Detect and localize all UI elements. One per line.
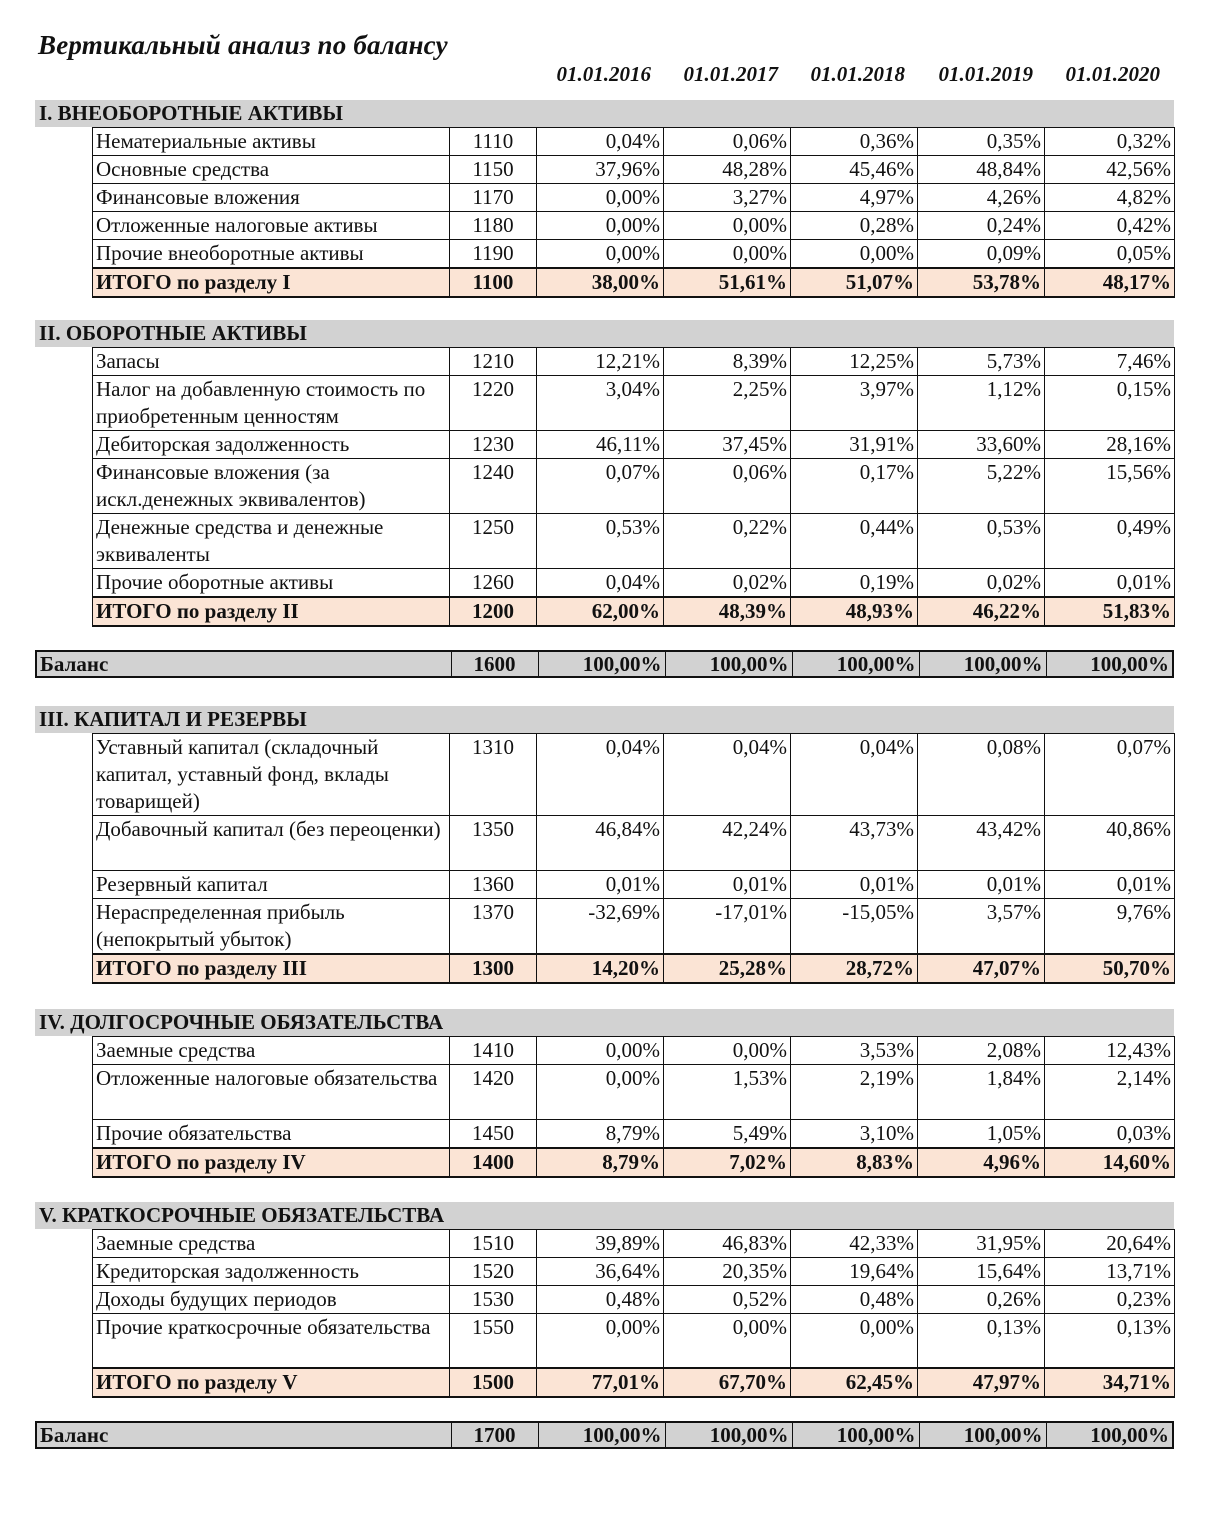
row-value: 5,49% (664, 1119, 791, 1148)
row-value: 0,07% (537, 459, 664, 514)
total-value: 4,96% (918, 1148, 1045, 1177)
row-value: 19,64% (791, 1258, 918, 1286)
table-row (93, 1314, 1175, 1369)
row-code: 1420 (450, 1065, 537, 1120)
row-label: Резервный капитал (93, 870, 450, 898)
row-value: 0,05% (1045, 240, 1175, 269)
row-code: 1510 (450, 1230, 537, 1258)
row-code: 1310 (450, 734, 537, 816)
balance-label: Баланс (40, 1423, 109, 1447)
row-value: -15,05% (791, 898, 918, 954)
row-value: 0,49% (1045, 514, 1175, 569)
row-value: -32,69% (537, 898, 664, 954)
row-value: 0,48% (791, 1286, 918, 1314)
row-value: 0,03% (1045, 1119, 1175, 1148)
section-table (92, 1229, 1175, 1398)
row-label: Нематериальные активы (93, 128, 450, 156)
row-value: 0,35% (918, 128, 1045, 156)
row-label: Финансовые вложения (за искл.денежных эквивалентов) (93, 459, 450, 514)
balance-value: 100,00% (665, 1423, 792, 1447)
table-row (93, 212, 1175, 240)
row-value: 0,00% (537, 1037, 664, 1065)
row-label: Прочие внеоборотные активы (93, 240, 450, 269)
total-value: 62,00% (537, 597, 664, 626)
table-row (93, 898, 1175, 954)
row-value: 33,60% (918, 431, 1045, 459)
row-label: Запасы (93, 348, 450, 376)
row-code: 1370 (450, 898, 537, 954)
row-label: Нераспределенная прибыль (непокрытый убыток) (93, 898, 450, 954)
row-code: 1210 (450, 348, 537, 376)
table-row (93, 514, 1175, 569)
total-value: 8,79% (537, 1148, 664, 1177)
row-value: 13,71% (1045, 1258, 1175, 1286)
row-value: 0,48% (537, 1286, 664, 1314)
row-code: 1150 (450, 156, 537, 184)
balance-value: 100,00% (538, 1423, 665, 1447)
row-value: 12,21% (537, 348, 664, 376)
table-row (93, 816, 1175, 871)
row-code: 1170 (450, 184, 537, 212)
total-value: 7,02% (664, 1148, 791, 1177)
row-value: 4,26% (918, 184, 1045, 212)
balance-value: 100,00% (665, 652, 792, 676)
row-value: 3,57% (918, 898, 1045, 954)
row-label: Основные средства (93, 156, 450, 184)
row-value: 8,79% (537, 1119, 664, 1148)
row-label: Прочие краткосрочные обязательства (93, 1314, 450, 1369)
table-row (93, 870, 1175, 898)
row-value: 0,01% (537, 870, 664, 898)
row-label: Финансовые вложения (93, 184, 450, 212)
row-label: Заемные средства (93, 1230, 450, 1258)
total-value: 34,71% (1045, 1368, 1175, 1397)
row-value: 15,64% (918, 1258, 1045, 1286)
table-row (93, 1286, 1175, 1314)
row-value: 0,00% (537, 184, 664, 212)
row-value: 48,84% (918, 156, 1045, 184)
row-label: Уставный капитал (складочный капитал, уставный фонд, вклады товарищей) (93, 734, 450, 816)
total-code: 1400 (450, 1148, 537, 1177)
total-value: 47,07% (918, 954, 1045, 983)
total-code: 1200 (450, 597, 537, 626)
section-table (92, 1036, 1175, 1178)
row-value: 42,33% (791, 1230, 918, 1258)
row-value: 0,23% (1045, 1286, 1175, 1314)
balance-label: Баланс (40, 652, 109, 676)
row-label: Доходы будущих периодов (93, 1286, 450, 1314)
row-value: 2,14% (1045, 1065, 1175, 1120)
total-value: 51,61% (664, 268, 791, 297)
total-label: ИТОГО по разделу I (93, 268, 450, 297)
row-value: 20,64% (1045, 1230, 1175, 1258)
row-value: 0,52% (664, 1286, 791, 1314)
table-row (93, 1037, 1175, 1065)
row-value: 0,00% (537, 1065, 664, 1120)
total-value: 28,72% (791, 954, 918, 983)
row-value: 0,17% (791, 459, 918, 514)
row-value: 0,53% (537, 514, 664, 569)
row-value: 0,01% (1045, 870, 1175, 898)
row-value: 37,45% (664, 431, 791, 459)
row-value: 28,16% (1045, 431, 1175, 459)
row-value: 1,84% (918, 1065, 1045, 1120)
row-value: 4,82% (1045, 184, 1175, 212)
date-header: 01.01.2019 (938, 62, 1033, 86)
total-value: 47,97% (918, 1368, 1045, 1397)
total-value: 38,00% (537, 268, 664, 297)
balance-value: 100,00% (792, 1423, 919, 1447)
row-value: -17,01% (664, 898, 791, 954)
total-value: 8,83% (791, 1148, 918, 1177)
row-value: 0,00% (791, 1314, 918, 1369)
total-value: 50,70% (1045, 954, 1175, 983)
row-value: 2,08% (918, 1037, 1045, 1065)
row-code: 1240 (450, 459, 537, 514)
row-label: Дебиторская задолженность (93, 431, 450, 459)
row-value: 0,13% (918, 1314, 1045, 1369)
row-label: Налог на добавленную стоимость по приобретенным ценностям (93, 376, 450, 431)
table-row (93, 459, 1175, 514)
table-row (93, 1258, 1175, 1286)
row-label: Заемные средства (93, 1037, 450, 1065)
row-label: Добавочный капитал (без переоценки) (93, 816, 450, 871)
total-value: 48,93% (791, 597, 918, 626)
row-code: 1110 (450, 128, 537, 156)
row-value: 0,24% (918, 212, 1045, 240)
row-value: 0,13% (1045, 1314, 1175, 1369)
row-value: 0,00% (537, 1314, 664, 1369)
row-value: 2,25% (664, 376, 791, 431)
row-value: 15,56% (1045, 459, 1175, 514)
balance-value: 100,00% (1046, 652, 1172, 676)
row-value: 0,04% (537, 569, 664, 598)
row-value: 0,04% (791, 734, 918, 816)
total-label: ИТОГО по разделу V (93, 1368, 450, 1397)
section-header: I. ВНЕОБОРОТНЫЕ АКТИВЫ (35, 100, 1174, 127)
row-code: 1250 (450, 514, 537, 569)
row-value: 0,04% (664, 734, 791, 816)
row-value: 48,28% (664, 156, 791, 184)
row-code: 1220 (450, 376, 537, 431)
total-value: 46,22% (918, 597, 1045, 626)
row-value: 5,73% (918, 348, 1045, 376)
row-value: 37,96% (537, 156, 664, 184)
row-value: 9,76% (1045, 898, 1175, 954)
row-value: 0,15% (1045, 376, 1175, 431)
row-code: 1530 (450, 1286, 537, 1314)
row-code: 1360 (450, 870, 537, 898)
section-total-row (93, 597, 1175, 626)
table-row (93, 734, 1175, 816)
row-value: 0,32% (1045, 128, 1175, 156)
balance-code: 1700 (451, 1423, 538, 1447)
balance-row (35, 650, 1174, 678)
row-code: 1350 (450, 816, 537, 871)
total-code: 1100 (450, 268, 537, 297)
table-row (93, 240, 1175, 269)
total-label: ИТОГО по разделу II (93, 597, 450, 626)
row-value: 0,01% (918, 870, 1045, 898)
row-value: 5,22% (918, 459, 1045, 514)
date-header: 01.01.2016 (556, 62, 651, 86)
balance-value: 100,00% (919, 1423, 1046, 1447)
row-value: 0,00% (664, 1314, 791, 1369)
row-code: 1410 (450, 1037, 537, 1065)
total-value: 62,45% (791, 1368, 918, 1397)
balance-code: 1600 (451, 652, 538, 676)
row-value: 0,01% (664, 870, 791, 898)
row-value: 0,09% (918, 240, 1045, 269)
row-value: 0,28% (791, 212, 918, 240)
table-row (93, 1119, 1175, 1148)
row-value: 0,04% (537, 128, 664, 156)
row-value: 45,46% (791, 156, 918, 184)
row-value: 0,02% (664, 569, 791, 598)
row-value: 1,53% (664, 1065, 791, 1120)
section-total-row (93, 1368, 1175, 1397)
row-value: 0,00% (537, 212, 664, 240)
page-title: Вертикальный анализ по балансу (38, 30, 448, 60)
total-value: 14,20% (537, 954, 664, 983)
section-header: III. КАПИТАЛ И РЕЗЕРВЫ (35, 706, 1174, 733)
row-label: Прочие обязательства (93, 1119, 450, 1148)
balance-value: 100,00% (538, 652, 665, 676)
row-value: 3,10% (791, 1119, 918, 1148)
row-label: Отложенные налоговые активы (93, 212, 450, 240)
section-total-row (93, 1148, 1175, 1177)
row-code: 1180 (450, 212, 537, 240)
row-value: 8,39% (664, 348, 791, 376)
balance-row (35, 1421, 1174, 1449)
total-code: 1300 (450, 954, 537, 983)
row-value: 1,05% (918, 1119, 1045, 1148)
row-value: 31,95% (918, 1230, 1045, 1258)
balance-value: 100,00% (1046, 1423, 1172, 1447)
row-value: 1,12% (918, 376, 1045, 431)
row-code: 1230 (450, 431, 537, 459)
row-value: 3,27% (664, 184, 791, 212)
date-header: 01.01.2018 (810, 62, 905, 86)
row-code: 1190 (450, 240, 537, 269)
row-value: 0,53% (918, 514, 1045, 569)
total-value: 14,60% (1045, 1148, 1175, 1177)
table-row (93, 431, 1175, 459)
row-code: 1450 (450, 1119, 537, 1148)
row-label: Прочие оборотные активы (93, 569, 450, 598)
balance-value: 100,00% (792, 652, 919, 676)
row-value: 43,73% (791, 816, 918, 871)
row-value: 0,42% (1045, 212, 1175, 240)
row-value: 40,86% (1045, 816, 1175, 871)
total-code: 1500 (450, 1368, 537, 1397)
row-value: 12,43% (1045, 1037, 1175, 1065)
section-header: V. КРАТКОСРОЧНЫЕ ОБЯЗАТЕЛЬСТВА (35, 1202, 1174, 1229)
row-value: 0,44% (791, 514, 918, 569)
row-value: 0,36% (791, 128, 918, 156)
row-value: 31,91% (791, 431, 918, 459)
date-header: 01.01.2017 (683, 62, 778, 86)
row-value: 0,04% (537, 734, 664, 816)
row-value: 0,01% (791, 870, 918, 898)
total-value: 25,28% (664, 954, 791, 983)
row-label: Отложенные налоговые обязательства (93, 1065, 450, 1120)
row-value: 2,19% (791, 1065, 918, 1120)
section-table (92, 347, 1175, 627)
row-value: 46,84% (537, 816, 664, 871)
row-value: 0,00% (791, 240, 918, 269)
row-value: 4,97% (791, 184, 918, 212)
date-header: 01.01.2020 (1065, 62, 1160, 86)
row-value: 0,06% (664, 459, 791, 514)
row-value: 43,42% (918, 816, 1045, 871)
balance-value: 100,00% (919, 652, 1046, 676)
table-row (93, 128, 1175, 156)
table-row (93, 184, 1175, 212)
row-value: 0,06% (664, 128, 791, 156)
section-table (92, 127, 1175, 298)
total-value: 53,78% (918, 268, 1045, 297)
total-value: 51,83% (1045, 597, 1175, 626)
total-value: 67,70% (664, 1368, 791, 1397)
section-header: II. ОБОРОТНЫЕ АКТИВЫ (35, 320, 1174, 347)
row-value: 3,04% (537, 376, 664, 431)
row-value: 46,11% (537, 431, 664, 459)
row-value: 0,00% (664, 212, 791, 240)
row-value: 0,07% (1045, 734, 1175, 816)
row-code: 1260 (450, 569, 537, 598)
table-row (93, 569, 1175, 598)
total-value: 77,01% (537, 1368, 664, 1397)
total-value: 48,17% (1045, 268, 1175, 297)
row-value: 36,64% (537, 1258, 664, 1286)
row-value: 0,22% (664, 514, 791, 569)
row-value: 0,26% (918, 1286, 1045, 1314)
row-value: 0,01% (1045, 569, 1175, 598)
row-value: 46,83% (664, 1230, 791, 1258)
section-total-row (93, 268, 1175, 297)
row-code: 1550 (450, 1314, 537, 1369)
total-value: 48,39% (664, 597, 791, 626)
section-total-row (93, 954, 1175, 983)
section-table (92, 733, 1175, 984)
total-label: ИТОГО по разделу III (93, 954, 450, 983)
row-value: 20,35% (664, 1258, 791, 1286)
row-value: 0,00% (664, 240, 791, 269)
row-value: 7,46% (1045, 348, 1175, 376)
total-label: ИТОГО по разделу IV (93, 1148, 450, 1177)
row-label: Кредиторская задолженность (93, 1258, 450, 1286)
row-value: 0,00% (537, 240, 664, 269)
total-value: 51,07% (791, 268, 918, 297)
row-value: 39,89% (537, 1230, 664, 1258)
row-value: 3,97% (791, 376, 918, 431)
row-value: 0,19% (791, 569, 918, 598)
table-row (93, 376, 1175, 431)
table-row (93, 156, 1175, 184)
table-row (93, 348, 1175, 376)
row-value: 0,00% (664, 1037, 791, 1065)
table-row (93, 1065, 1175, 1120)
table-row (93, 1230, 1175, 1258)
row-value: 42,56% (1045, 156, 1175, 184)
row-value: 0,02% (918, 569, 1045, 598)
row-code: 1520 (450, 1258, 537, 1286)
row-value: 12,25% (791, 348, 918, 376)
section-header: IV. ДОЛГОСРОЧНЫЕ ОБЯЗАТЕЛЬСТВА (35, 1009, 1174, 1036)
row-value: 3,53% (791, 1037, 918, 1065)
row-value: 0,08% (918, 734, 1045, 816)
row-value: 42,24% (664, 816, 791, 871)
row-label: Денежные средства и денежные эквиваленты (93, 514, 450, 569)
